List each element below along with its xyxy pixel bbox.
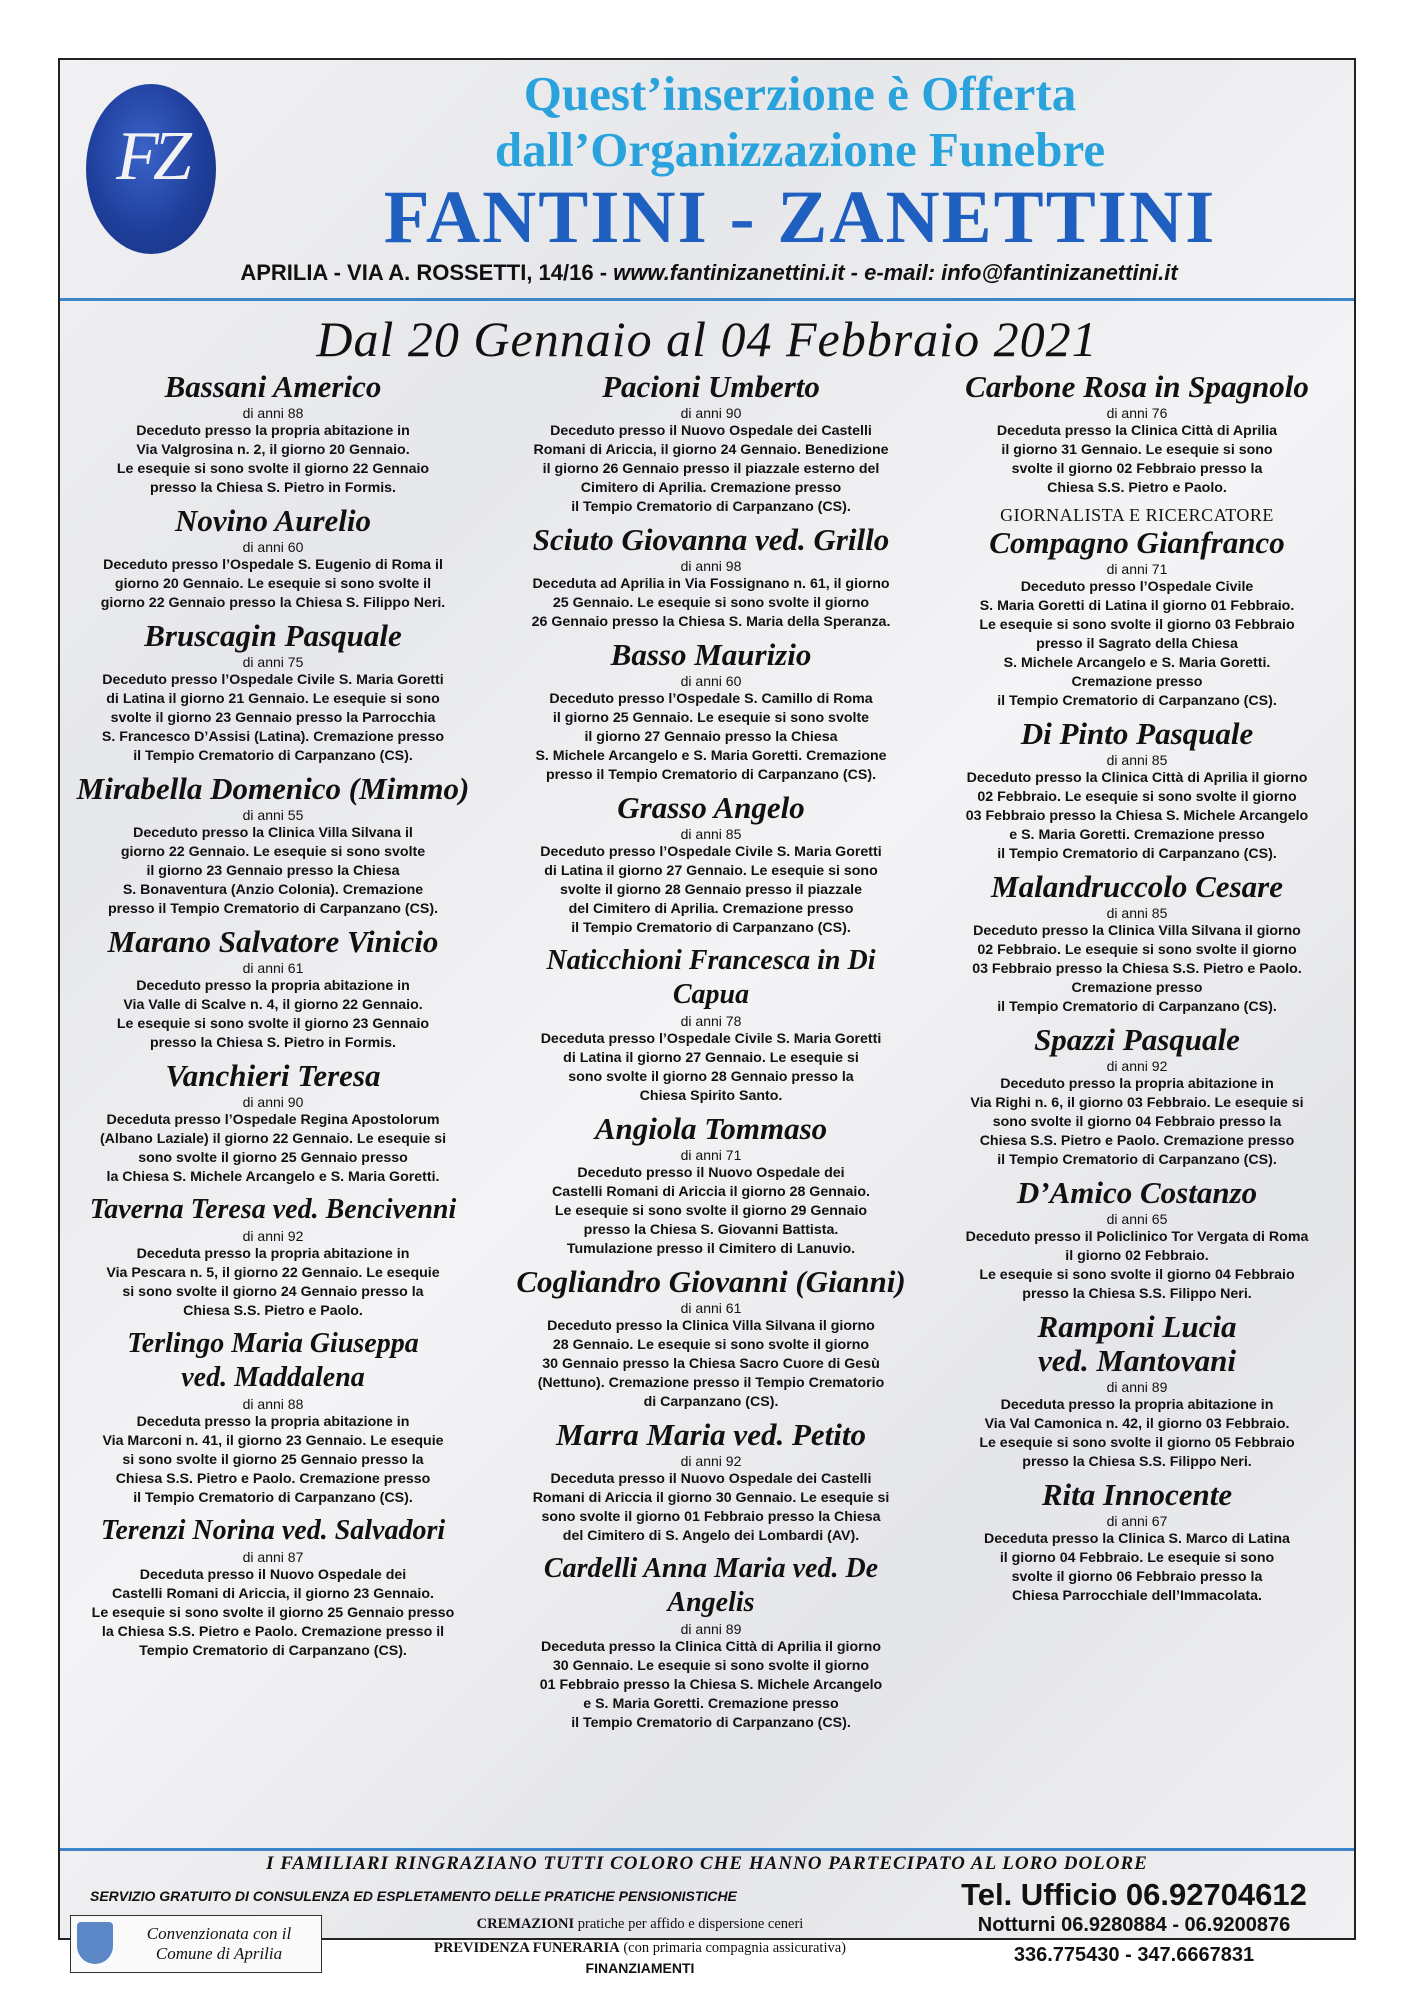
obituary-text: Deceduto presso l’Ospedale Civile S. Maria Goretti di Latina il giorno 27 Gennaio. Le esequie si sono svolte il giorno 28 Gennaio presso il piazzale del Cimitero di Aprilia. Cremazione presso il Tempio Crematorio di Carpanzano (CS).	[540, 844, 882, 936]
deceased-age: di anni 75	[242, 654, 304, 670]
obituary-text: Deceduto presso la Clinica Villa Silvana il giorno 22 Gennaio. Le esequie si sono svolte il giorno 23 Gennaio presso la Chiesa S. Bonaventura (Anzio Colonia). Cremazione presso il Tempio Crematorio di Carpanzano (CS).	[107, 825, 439, 917]
bottom-rule	[60, 1848, 1354, 1851]
mobile-phones[interactable]: 336.775430 - 347.6667831	[1013, 1944, 1255, 1966]
deceased-name: Terlingo Maria Giuseppa ved. Maddalena	[127, 1328, 419, 1393]
thanks-line: I FAMILIARI RINGRAZIANO TUTTI COLORO CHE HANNO PARTECIPATO AL LORO DOLORE	[266, 1853, 1148, 1874]
deceased-name: Rita Innocente	[1041, 1477, 1233, 1512]
deceased-age: di anni 55	[242, 807, 304, 823]
obituary-page	[58, 58, 1356, 1976]
deceased-age: di anni 90	[242, 1094, 304, 1110]
deceased-age: di anni 87	[242, 1549, 304, 1565]
deceased-name: Bruscagin Pasquale	[144, 618, 402, 653]
deceased-age: di anni 88	[242, 1396, 304, 1412]
obituary-entry	[932, 1176, 1342, 1304]
entry-title: GIORNALISTA E RICERCATORE	[1000, 505, 1274, 525]
deceased-name: Vanchieri Teresa	[165, 1058, 381, 1093]
deceased-age: di anni 76	[1106, 405, 1168, 421]
deceased-name: Mirabella Domenico (Mimmo)	[76, 771, 470, 806]
deceased-name: Cogliandro Giovanni (Gianni)	[516, 1264, 906, 1299]
deceased-name: Terenzi Norina ved. Salvadori	[100, 1515, 446, 1546]
offer-heading	[260, 66, 1340, 178]
comune-crest-icon	[77, 1922, 113, 1964]
obituary-text: Deceduto presso l’Ospedale S. Eugenio di Roma il giorno 20 Gennaio. Le esequie si sono svolte il giorno 22 Gennaio presso la Chiesa S. Filippo Neri.	[100, 557, 446, 611]
deceased-age: di anni 90	[680, 405, 742, 421]
deceased-name: Bassani Americo	[164, 369, 382, 404]
deceased-age: di anni 92	[680, 1453, 742, 1469]
obituary-text: Deceduta ad Aprilia in Via Fossignano n. 61, il giorno 25 Gennaio. Le esequie si sono svolte il giorno 26 Gennaio presso la Chiesa S. Maria della Speranza.	[531, 576, 891, 630]
deceased-name: Novino Aurelio	[174, 503, 372, 538]
deceased-name: Angiola Tommaso	[594, 1111, 828, 1146]
obituary-entry	[506, 1418, 916, 1546]
deceased-name: Basso Maurizio	[610, 637, 812, 672]
deceased-name: Naticchioni Francesca in Di Capua	[546, 945, 876, 1010]
obituary-entry	[506, 791, 916, 938]
phone-block	[924, 1877, 1344, 1970]
contact-line	[80, 260, 1338, 286]
obituary-text: Deceduta presso l’Ospedale Regina Apostolorum (Albano Laziale) il giorno 22 Gennaio. Le esequie si sono svolte il giorno 25 Gennaio presso la Chiesa S. Michele Arcangelo e S. Maria Goretti.	[99, 1112, 447, 1185]
deceased-age: di anni 71	[1106, 561, 1168, 577]
obituary-entry	[68, 1059, 478, 1187]
obituary-text: Deceduta presso il Nuovo Ospedale dei Castelli Romani di Ariccia il giorno 30 Gennaio. Le esequie si sono svolte il giorno 01 Febbraio presso la Chiesa del Cimitero di S. Angelo dei Lombardi (AV).	[532, 1471, 890, 1544]
deceased-name: Grasso Angelo	[617, 790, 805, 825]
column-2	[506, 370, 916, 1739]
period-title: Dal 20 Gennaio al 04 Febbraio 2021	[316, 311, 1098, 367]
obituary-text: Deceduta presso l’Ospedale Civile S. Maria Goretti di Latina il giorno 27 Gennaio. Le esequie si sono svolte il giorno 28 Gennaio presso la Chiesa Spirito Santo.	[540, 1031, 882, 1104]
deceased-name: Pacioni Umberto	[602, 369, 820, 404]
obituary-entry	[932, 1478, 1342, 1606]
previdenza-text: (con primaria compagnia assicurativa)	[619, 1940, 846, 1956]
obituary-text: Deceduta presso la Clinica S. Marco di Latina il giorno 04 Febbraio. Le esequie si sono svolte il giorno 06 Febbraio presso la Chiesa Parrocchiale dell’Immacolata.	[984, 1531, 1290, 1604]
obituary-text: Deceduto presso la propria abitazione in Via Valgrosina n. 2, il giorno 20 Gennaio. Le esequie si sono svolte il giorno 22 Gennaio presso la Chiesa S. Pietro in Formis.	[116, 423, 430, 496]
obituary-entry	[506, 370, 916, 517]
top-rule	[60, 298, 1354, 301]
obituary-text: Deceduto presso l’Ospedale Civile S. Maria Goretti di Latina il giorno 01 Febbraio. Le esequie si sono svolte il giorno 03 Febbraio presso il Sagrato della Chiesa S. Michele Arcangelo e S. Maria Goretti. Cremazione presso il Tempio Crematorio di Carpanzano (CS).	[979, 579, 1295, 709]
cremazioni-label: CREMAZIONI	[476, 1916, 575, 1932]
obituary-text: Deceduta presso la propria abitazione in Via Marconi n. 41, il giorno 23 Gennaio. Le esequie si sono svolte il giorno 25 Gennaio presso la Chiesa S.S. Pietro e Paolo. Cremazione presso il Tempio Crematorio di Carpanzano (CS).	[102, 1414, 444, 1506]
deceased-age: di anni 78	[680, 1013, 742, 1029]
deceased-age: di anni 61	[680, 1300, 742, 1316]
obituary-entry	[68, 370, 478, 498]
obituary-text: Deceduto presso la Clinica Città di Aprilia il giorno 02 Febbraio. Le esequie si sono svolte il giorno 03 Febbraio presso la Chiesa S. Michele Arcangelo e S. Maria Goretti. Cremazione presso il Tempio Crematorio di Carpanzano (CS).	[965, 770, 1309, 862]
deceased-age: di anni 65	[1106, 1211, 1168, 1227]
column-3	[932, 370, 1342, 1612]
obituary-text: Deceduto presso il Nuovo Ospedale dei Castelli Romani di Ariccia il giorno 28 Gennaio. Le esequie si sono svolte il giorno 29 Gennaio presso la Chiesa S. Giovanni Battista. Tumulazione presso il Cimitero di Lanuvio.	[552, 1165, 870, 1257]
brand-name: FANTINI - ZANETTINI	[383, 176, 1217, 259]
deceased-age: di anni 92	[1106, 1058, 1168, 1074]
obituary-entry	[932, 717, 1342, 864]
obituary-text: Deceduto presso la Clinica Villa Silvana il giorno 02 Febbraio. Le esequie si sono svolte il giorno 03 Febbraio presso la Chiesa S.S. Pietro e Paolo. Cremazione presso il Tempio Crematorio di Carpanzano (CS).	[972, 923, 1302, 1015]
obituary-text: Deceduto presso il Policlinico Tor Vergata di Roma il giorno 02 Febbraio. Le esequie si sono svolte il giorno 04 Febbraio presso la Chiesa S.S. Filippo Neri.	[965, 1229, 1309, 1302]
finanziamenti: FINANZIAMENTI	[585, 1960, 695, 1976]
deceased-age: di anni 85	[1106, 905, 1168, 921]
website-email: www.fantinizanettini.it - e-mail: info@fantinizanettini.it	[613, 260, 1178, 285]
obituary-entry	[68, 772, 478, 919]
obituary-entry	[68, 1193, 478, 1321]
deceased-name: Taverna Teresa ved. Bencivenni	[89, 1194, 457, 1225]
obituary-entry	[506, 944, 916, 1106]
obituary-entry	[68, 1514, 478, 1661]
column-1	[68, 370, 478, 1667]
deceased-age: di anni 85	[1106, 752, 1168, 768]
deceased-age: di anni 88	[242, 405, 304, 421]
obituary-text: Deceduta presso il Nuovo Ospedale dei Castelli Romani di Ariccia, il giorno 23 Gennaio. Le esequie si sono svolte il giorno 25 Gennaio presso la Chiesa S.S. Pietro e Paolo. Cremazione presso il Tempio Crematorio di Carpanzano (CS).	[91, 1567, 455, 1659]
obituary-entry	[506, 1552, 916, 1733]
fz-logo	[86, 84, 216, 254]
deceased-age: di anni 98	[680, 558, 742, 574]
address: APRILIA - VIA A. ROSSETTI, 14/16 -	[240, 260, 608, 285]
deceased-name: Malandruccolo Cesare	[991, 869, 1283, 904]
obituary-text: Deceduto presso l’Ospedale S. Camillo di Roma il giorno 25 Gennaio. Le esequie si sono svolte il giorno 27 Gennaio presso la Chiesa S. Michele Arcangelo e S. Maria Goretti. Cremazione presso il Tempio Crematorio di Carpanzano (CS).	[535, 691, 887, 783]
deceased-age: di anni 89	[1106, 1379, 1168, 1395]
offer-line-2: dall’Organizzazione Funebre	[494, 122, 1106, 177]
obituary-text: Deceduto presso l’Ospedale Civile S. Maria Goretti di Latina il giorno 21 Gennaio. Le esequie si sono svolte il giorno 23 Gennaio presso la Parrocchia S. Francesco D’Assisi (Latina). Cremazione presso il Tempio Crematorio di Carpanzano (CS).	[101, 672, 445, 764]
deceased-name: Compagno Gianfranco	[989, 525, 1285, 560]
obituary-entry	[68, 619, 478, 766]
convenzionata-text: Convenzionata con il Comune di Aprilia	[146, 1924, 292, 1963]
deceased-age: di anni 67	[1106, 1513, 1168, 1529]
obituary-entry	[68, 1327, 478, 1508]
obituary-text: Deceduta presso la propria abitazione in Via Val Camonica n. 42, il giorno 03 Febbraio. Le esequie si sono svolte il giorno 05 Febbraio presso la Chiesa S.S. Filippo Neri.	[979, 1397, 1295, 1470]
deceased-age: di anni 60	[242, 539, 304, 555]
deceased-name: Ramponi Lucia ved. Mantovani	[1037, 1309, 1237, 1378]
night-phones[interactable]: Notturni 06.9280884 - 06.9200876	[977, 1914, 1291, 1936]
servizio-line: SERVIZIO GRATUITO DI CONSULENZA ED ESPLETAMENTO DELLE PRATICHE PENSIONISTICHE	[90, 1888, 737, 1904]
previdenza-label: PREVIDENZA FUNERARIA	[434, 1940, 620, 1956]
obituary-text: Deceduto presso il Nuovo Ospedale dei Castelli Romani di Ariccia, il giorno 24 Gennaio. Benedizione il giorno 26 Gennaio presso il piazzale esterno del Cimitero di Aprilia. Cremazione presso il Tempio Crematorio di Carpanzano (CS).	[533, 423, 889, 515]
deceased-name: Spazzi Pasquale	[1034, 1022, 1240, 1057]
cremazioni-text: pratiche per affido e dispersione ceneri	[574, 1916, 804, 1932]
deceased-name: Marra Maria ved. Petito	[556, 1417, 866, 1452]
obituary-text: Deceduto presso la propria abitazione in Via Valle di Scalve n. 4, il giorno 22 Gennaio. Le esequie si sono svolte il giorno 23 Gennaio presso la Chiesa S. Pietro in Formis.	[116, 978, 430, 1051]
deceased-name: Marano Salvatore Vinicio	[107, 924, 439, 959]
deceased-age: di anni 92	[242, 1228, 304, 1244]
obituary-entry	[506, 523, 916, 632]
office-phone[interactable]: Tel. Ufficio 06.92704612	[961, 1877, 1307, 1912]
obituary-text: Deceduto presso la propria abitazione in Via Righi n. 6, il giorno 03 Febbraio. Le esequie si sono svolte il giorno 04 Febbraio presso la Chiesa S.S. Pietro e Paolo. Cremazione presso il Tempio Crematorio di Carpanzano (CS).	[970, 1076, 1304, 1168]
obituary-entry	[68, 925, 478, 1053]
obituary-text: Deceduta presso la propria abitazione in Via Pescara n. 5, il giorno 22 Gennaio. Le esequie si sono svolte il giorno 24 Gennaio presso la Chiesa S.S. Pietro e Paolo.	[106, 1246, 440, 1319]
obituary-entry	[932, 1023, 1342, 1170]
deceased-name: D’Amico Costanzo	[1016, 1175, 1258, 1210]
obituary-entry	[932, 504, 1342, 711]
obituary-entry	[506, 1112, 916, 1259]
obituary-text: Deceduta presso la Clinica Città di Aprilia il giorno 30 Gennaio. Le esequie si sono svolte il giorno 01 Febbraio presso la Chiesa S. Michele Arcangelo e S. Maria Goretti. Cremazione presso il Tempio Crematorio di Carpanzano (CS).	[539, 1639, 883, 1731]
obituary-entry	[506, 638, 916, 785]
deceased-age: di anni 89	[680, 1621, 742, 1637]
deceased-age: di anni 61	[242, 960, 304, 976]
comune-box	[70, 1915, 322, 1973]
deceased-name: Sciuto Giovanna ved. Grillo	[532, 522, 890, 557]
deceased-age: di anni 71	[680, 1147, 742, 1163]
obituary-entry	[506, 1265, 916, 1412]
obituary-entry	[932, 1310, 1342, 1472]
deceased-age: di anni 60	[680, 673, 742, 689]
deceased-name: Carbone Rosa in Spagnolo	[965, 369, 1309, 404]
services-list	[330, 1912, 950, 1960]
logo-text: FZ	[116, 118, 186, 195]
obituary-entry	[932, 870, 1342, 1017]
deceased-age: di anni 85	[680, 826, 742, 842]
deceased-name: Cardelli Anna Maria ved. De Angelis	[543, 1553, 879, 1618]
obituary-entry	[932, 370, 1342, 498]
obituary-entry	[68, 504, 478, 613]
obituary-text: Deceduta presso la Clinica Città di Aprilia il giorno 31 Gennaio. Le esequie si sono svolte il giorno 02 Febbraio presso la Chiesa S.S. Pietro e Paolo.	[996, 423, 1278, 496]
deceased-name: Di Pinto Pasquale	[1020, 716, 1254, 751]
offer-line-1: Quest’inserzione è Offerta	[523, 66, 1077, 121]
obituary-text: Deceduto presso la Clinica Villa Silvana il giorno 28 Gennaio. Le esequie si sono svolte il giorno 30 Gennaio presso la Chiesa Sacro Cuore di Gesù (Nettuno). Cremazione presso il Tempio Crematorio di Carpanzano (CS).	[537, 1318, 885, 1410]
